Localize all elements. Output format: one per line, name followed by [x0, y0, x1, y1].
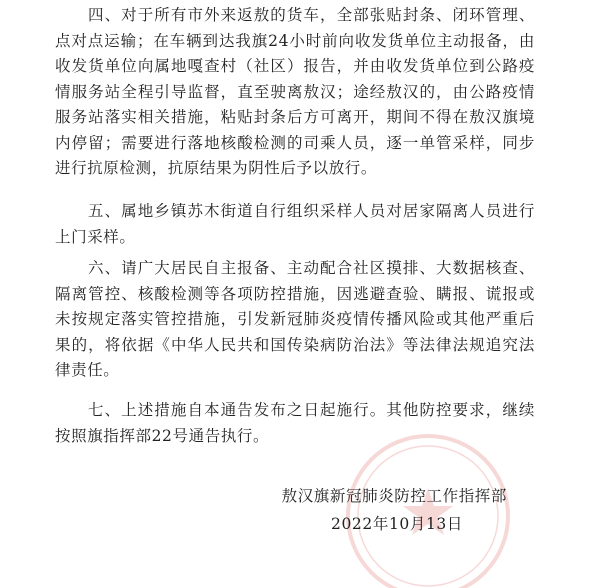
notice-item-5: 五、属地乡镇苏木街道自行组织采样人员对居家隔离人员进行上门采样。: [55, 202, 535, 246]
notice-item-7: 七、上述措施自本通告发布之日起施行。其他防控要求，继续按照旗指挥部22号通告执行。: [55, 401, 535, 445]
notice-item-6: 六、请广大居民自主报备、主动配合社区摸排、大数据核查、隔离管控、核酸检测等各项防控措施，因逃避查验、瞒报、谎报或未按规定落实管控措施，引发新冠肺炎疫情传播风险或其他严重后果的，将依据《中华人民共和国传染病防治法》等法律法规追究法律责任。: [55, 259, 535, 379]
notice-item-4: 四、对于所有市外来返敖的货车，全部张贴封条、闭环管理、点对点运输；在车辆到达我旗24小时前向收发货单位主动报备，由收发货单位向属地嘎查村（社区）报告，并由收发货单位到公路疫情服务站全程引导监督，直至驶离敖汉；途经敖汉的，由公路疫情服务站落实相关措施，粘贴封条后方可离开，期间不得在敖汉旗境内停留；需要进行落地核酸检测的司乘人员，逐一单管采样，同步进行抗原检测，抗原结果为阴性后予以放行。: [55, 6, 535, 177]
issue-date: 2022年10月13日: [331, 515, 463, 533]
issuing-authority: 敖汉旗新冠肺炎防控工作指挥部: [281, 487, 507, 505]
